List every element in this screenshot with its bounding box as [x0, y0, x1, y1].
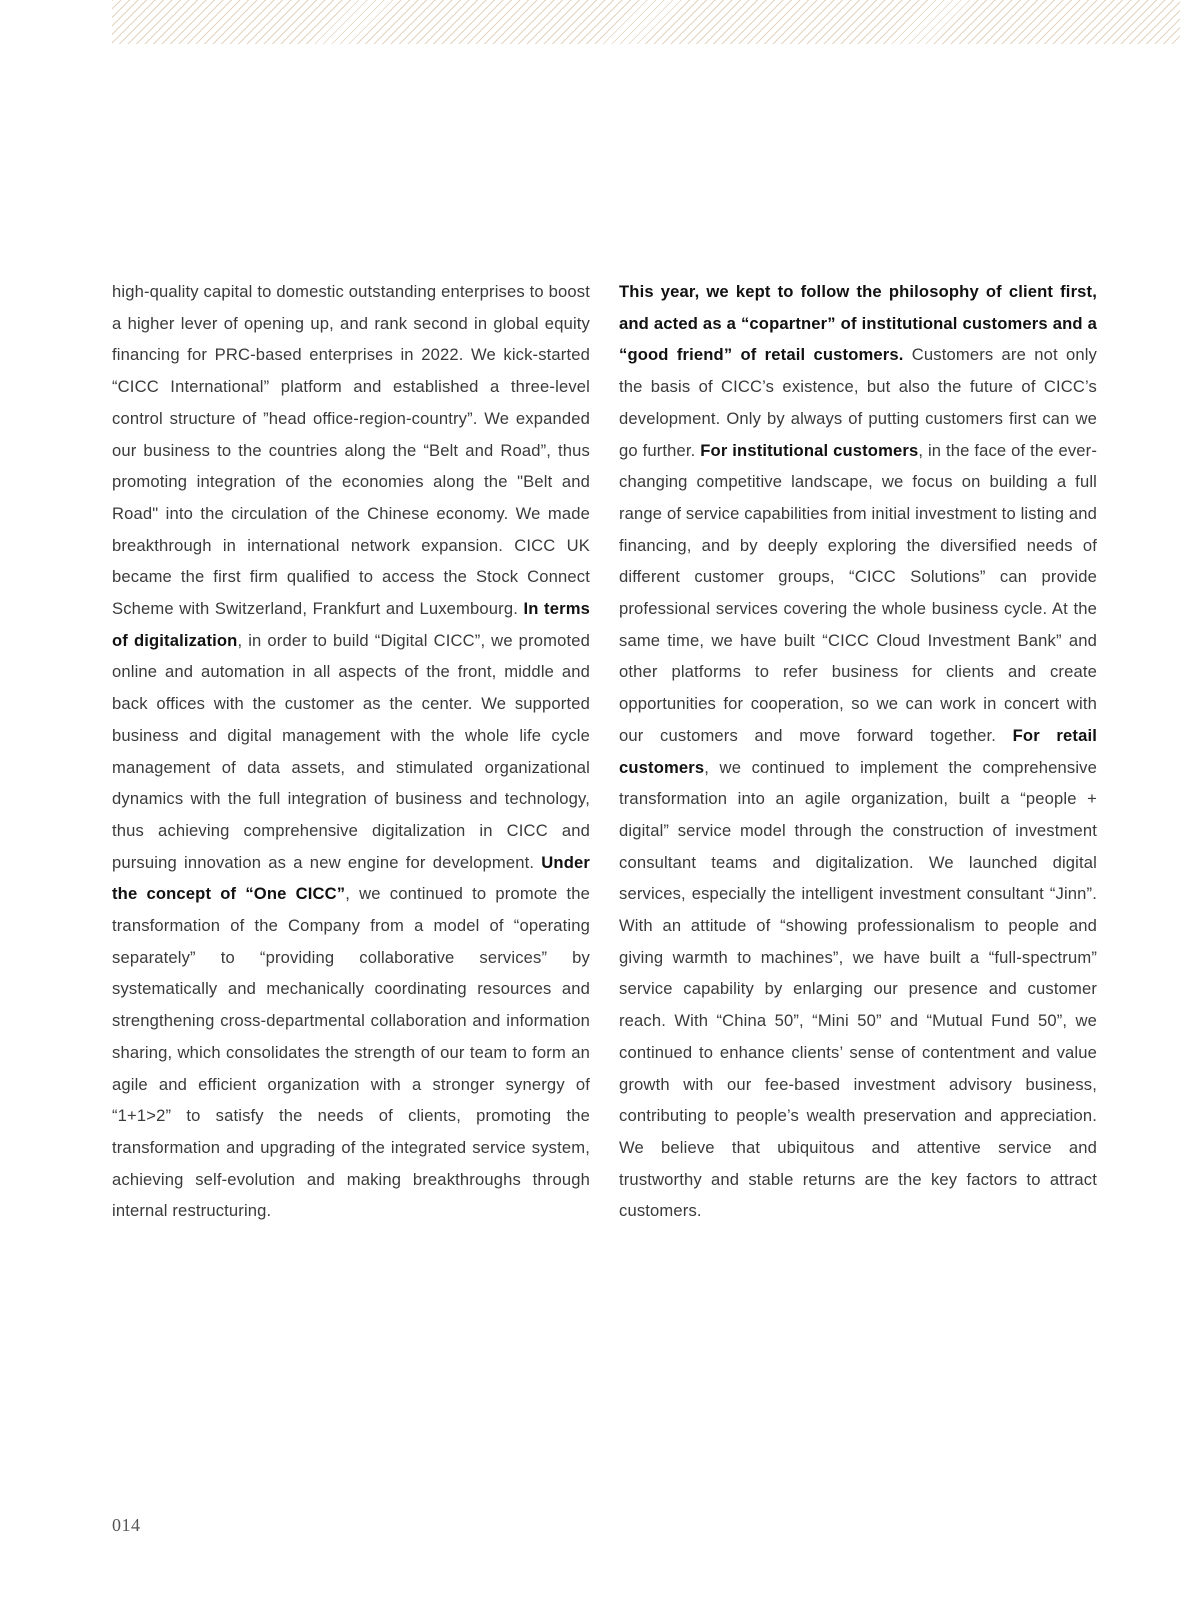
bold-intro-statement: This year, we kept to follow the philosophy of client first, and acted as a “copartner” of institutional customers and a “good friend” of retail customers.: [619, 282, 1097, 365]
left-paragraph-2: , in order to build “Digital CICC”, we promoted online and automation in all aspects of the front, middle and back offices with the customer as the center. We supported business and digital management with the whole life cycle management of data assets, and stimulated organizational dynamics with the full integration of business and technology, thus achieving comprehensive digitalization in CICC and pursuing innovation as a new engine for development.: [112, 630, 590, 872]
bold-digitalization-heading: In terms of digitalization: [112, 599, 590, 650]
right-paragraph-1: Customers are not only the basis of CICC’s existence, but also the future of CICC’s development. Only by always of putting customers first can we go further.: [619, 345, 1097, 460]
left-text-column: [112, 276, 590, 1227]
right-paragraph-3: , we continued to implement the comprehensive transformation into an agile organization, built a “people + digital” service model through the construction of investment consultant teams and digitalization. We launched digital services, especially the intelligent investment consultant “Jinn”. With an attitude of “showing professionalism to people and giving warmth to machines”, we have built a “full-spectrum” service capability by enlarging our presence and customer reach. With “China 50”, “Mini 50” and “Mutual Fund 50”, we continued to enhance clients’ sense of contentment and value growth with our fee-based investment advisory business, contributing to people’s wealth preservation and appreciation. We believe that ubiquitous and attentive service and trustworthy and stable returns are the key factors to attract customers.: [619, 757, 1097, 1221]
right-text-column: [619, 276, 1097, 1227]
left-paragraph-3: , we continued to promote the transformation of the Company from a model of “operating separately” to “providing collaborative services” by systematically and mechanically coordinating resources and strengthening cross-departmental collaboration and information sharing, which consolidates the strength of our team to form an agile and efficient organization with a stronger synergy of “1+1>2” to satisfy the needs of clients, promoting the transformation and upgrading of the integrated service system, achieving self-evolution and making breakthroughs through internal restructuring.: [112, 884, 590, 1221]
bold-retail-heading: For retail customers: [619, 725, 1097, 777]
right-paragraph-2: , in the face of the ever-changing competitive landscape, we focus on building a full range of service capabilities from initial investment to listing and financing, and by deeply exploring the diversified needs of different customer groups, “CICC Solutions” can provide professional services covering the whole business cycle. At the same time, we have built “CICC Cloud Investment Bank” and other platforms to refer business for clients and create opportunities for cooperation, so we can work in concert with our customers and move forward together.: [619, 440, 1097, 745]
bold-one-cicc-heading: Under the concept of “One CICC”: [112, 852, 590, 904]
left-paragraph-1: high-quality capital to domestic outstanding enterprises to boost a higher lever of opening up, and rank second in global equity financing for PRC-based enterprises in 2022. We kick-started “CICC International” platform and established a three-level control structure of ”head office-region-country”. We expanded our business to the countries along the “Belt and Road”, thus promoting integration of the economies along the "Belt and Road" into the circulation of the Chinese economy. We made breakthrough in international network expansion. CICC UK became the first firm qualified to access the Stock Connect Scheme with Switzerland, Frankfurt and Luxembourg.: [112, 282, 590, 619]
bold-institutional-heading: For institutional customers: [700, 440, 919, 460]
decorative-hatch-band: [112, 0, 1180, 44]
page-number: 014: [112, 1515, 141, 1535]
